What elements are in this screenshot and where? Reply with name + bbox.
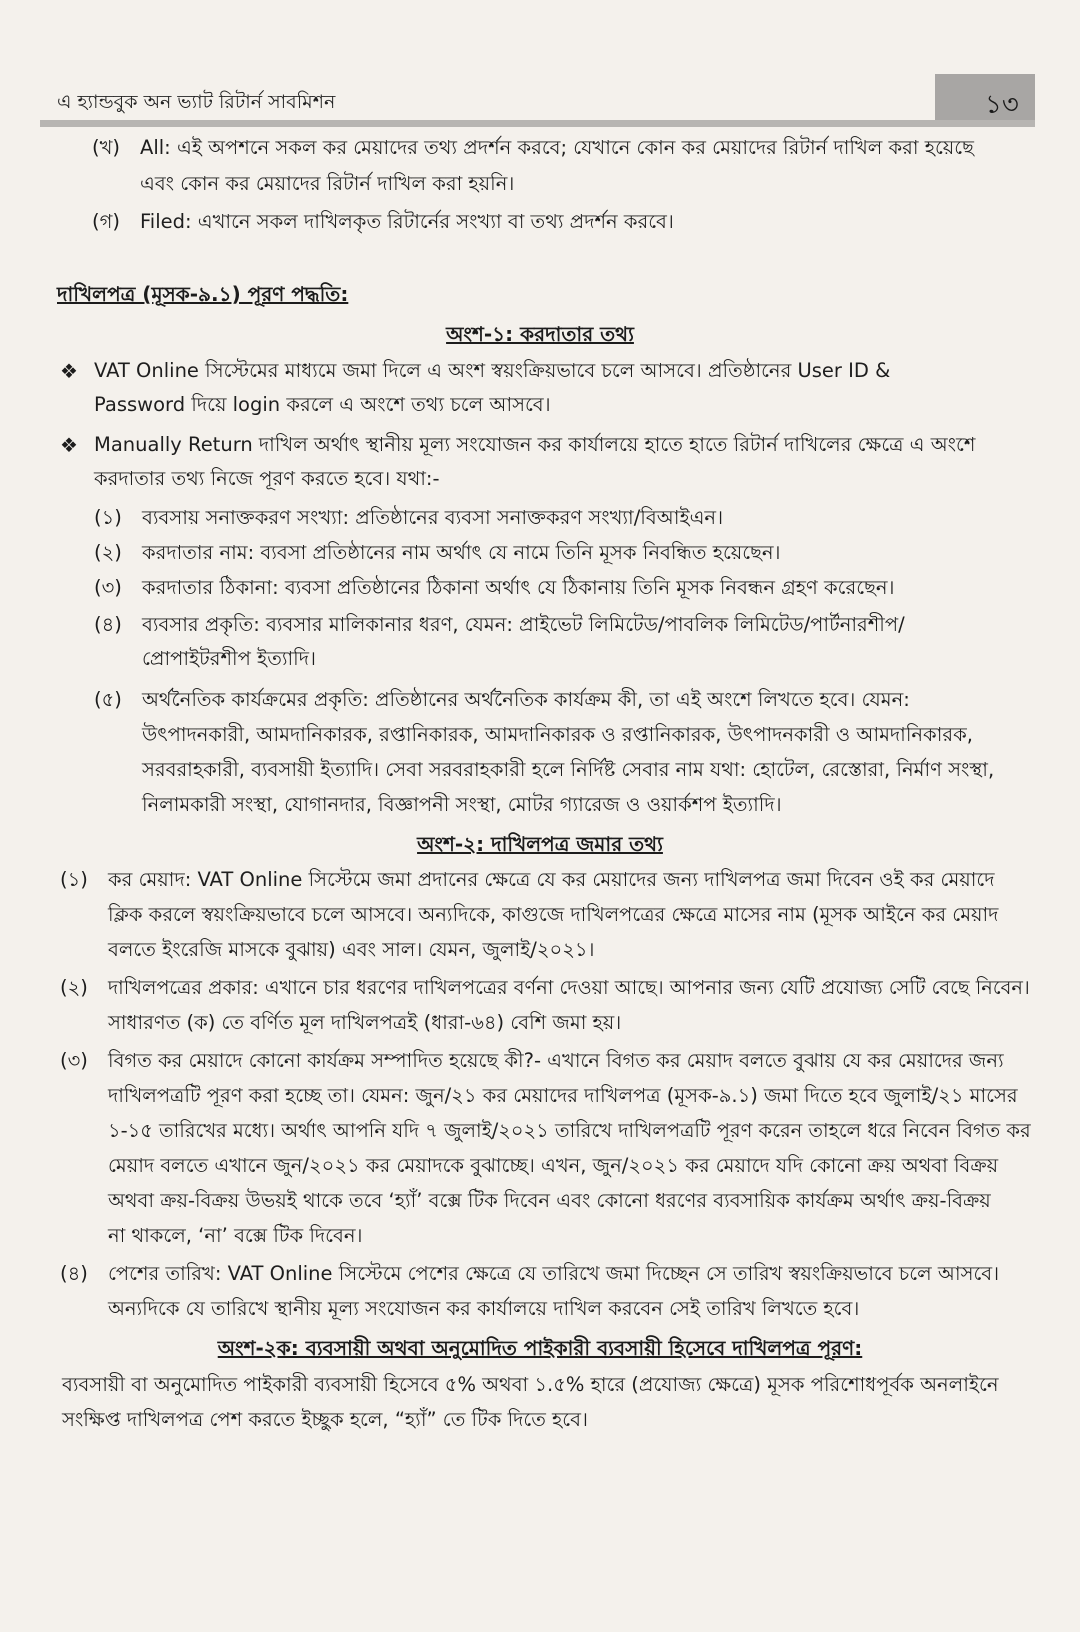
paragraph-line: দাখিলপত্রটি পূরণ করা হচ্ছে তা। যেমন: জুন/২১ কর মেয়াদের দাখিলপত্র (মূসক-৯.১) জমা দিতে হবে জুলাই/২১ মাসের (108, 1084, 1018, 1107)
paragraph-line: সাধারণত (ক) তে বর্ণিত মূল দাখিলপত্রই (ধারা-৬৪) বেশি জমা হয়। (108, 1011, 622, 1034)
item-marker: (৩) (94, 576, 122, 599)
paragraph-line: ব্যবসায় সনাক্তকরণ সংখ্যা: প্রতিষ্ঠানের ব্যবসা সনাক্তকরণ সংখ্যা/বিআইএন। (142, 506, 724, 529)
paragraph-line: সরবরাহকারী, ব্যবসায়ী ইত্যাদি। সেবা সরবরাহকারী হলে নির্দিষ্ট সেবার নাম যথা: হোটেল, রেস্তোরা, নির্মাণ সংস্থা, (142, 758, 995, 781)
paragraph-line: দাখিলপত্রের প্রকার: এখানে চার ধরণের দাখিলপত্রের বর্ণনা দেওয়া আছে। আপনার জন্য যেটি প্রযোজ্য সেটি বেছে নিবেন। (108, 976, 1030, 999)
paragraph-line: করদাতার নাম: ব্যবসা প্রতিষ্ঠানের নাম অর্থাৎ যে নামে তিনি মূসক নিবন্ধিত হয়েছেন। (142, 541, 781, 564)
paragraph-line: All: এই অপশনে সকল কর মেয়াদের তথ্য প্রদর্শন করবে; যেখানে কোন কর মেয়াদের রিটার্ন দাখিল করা হয়েছে (140, 136, 974, 159)
paragraph-line: পেশের তারিখ: VAT Online সিস্টেমে পেশের ক্ষেত্রে যে তারিখে জমা দিচ্ছেন সে তারিখ স্বয়ংক্রিয়ভাবে চলে আসবে। (108, 1262, 1000, 1285)
paragraph-line: Filed: এখানে সকল দাখিলকৃত রিটার্নের সংখ্যা বা তথ্য প্রদর্শন করবে। (140, 210, 674, 233)
paragraph-line: নিলামকারী সংস্থা, যোগানদার, বিজ্ঞাপনী সংস্থা, মোটর গ্যারেজ ও ওয়ার্কশপ ইত্যাদি। (142, 793, 782, 816)
section-title-part2a: অংশ-২ক: ব্যবসায়ী অথবা অনুমোদিত পাইকারী ব্যবসায়ী হিসেবে দাখিলপত্র পূরণ: (217, 1336, 863, 1360)
paragraph-line: ব্যবসার প্রকৃতি: ব্যবসার মালিকানার ধরণ, যেমন: প্রাইভেট লিমিটেড/পাবলিক লিমিটেড/পার্টনারশীপ/ (142, 613, 905, 636)
item-marker: (২) (60, 976, 88, 999)
paragraph-line: ১-১৫ তারিখের মধ্যে। অর্থাৎ আপনি যদি ৭ জুলাই/২০২১ তারিখে দাখিলপত্রটি পূরণ করেন তাহলে ধরে নিবেন বিগত কর (108, 1119, 1031, 1142)
item-marker: (৪) (94, 613, 122, 636)
section-title-part2: অংশ-২: দাখিলপত্র জমার তথ্য (417, 832, 663, 856)
paragraph-line: করদাতার ঠিকানা: ব্যবসা প্রতিষ্ঠানের ঠিকানা অর্থাৎ যে ঠিকানায় তিনি মূসক নিবন্ধন গ্রহণ করেছেন। (142, 576, 895, 599)
paragraph-line: বিগত কর মেয়াদে কোনো কার্যক্রম সম্পাদিত হয়েছে কী?- এখানে বিগত কর মেয়াদ বলতে বুঝায় যে কর মেয়াদের জন্য (108, 1049, 1004, 1072)
item-marker: (১) (94, 506, 122, 529)
paragraph-line: ক্লিক করলে স্বয়ংক্রিয়ভাবে চলে আসবে। অন্যদিকে, কাগুজে দাখিলপত্রের ক্ষেত্রে মাসের নাম (মূসক আইনে কর মেয়াদ (108, 903, 999, 926)
paragraph-line: প্রোপাইটরশীপ ইত্যাদি। (142, 647, 316, 670)
paragraph-line: Manually Return দাখিল অর্থাৎ স্থানীয় মূল্য সংযোজন কর কার্যালয়ে হাতে হাতে রিটার্ন দাখিলের ক্ষেত্রে এ অংশে (94, 433, 976, 456)
paragraph-line: করদাতার তথ্য নিজে পূরণ করতে হবে। যথা:- (94, 467, 440, 490)
paragraph-line: অন্যদিকে যে তারিখে স্থানীয় মূল্য সংযোজন কর কার্যালয়ে দাখিল করবেন সেই তারিখ লিখতে হবে। (108, 1297, 860, 1320)
paragraph-line: না থাকলে, ‘না’ বক্সে টিক দিবেন। (108, 1224, 363, 1247)
paragraph-line: মেয়াদ বলতে এখানে জুন/২০২১ কর মেয়াদকে বুঝাচ্ছে। এখন, জুন/২০২১ কর মেয়াদে যদি কোনো ক্রয় অথবা বিক্রয় (108, 1154, 999, 1177)
diamond-bullet-icon: ❖ (60, 359, 78, 383)
diamond-bullet-icon: ❖ (60, 433, 78, 457)
item-marker: (গ) (92, 210, 120, 233)
paragraph-line: অর্থনৈতিক কার্যক্রমের প্রকৃতি: প্রতিষ্ঠানের অর্থনৈতিক কার্যক্রম কী, তা এই অংশে লিখতে হবে। যেমন: (142, 688, 910, 711)
paragraph-line: বলতে ইংরেজি মাসকে বুঝায়) এবং সাল। যেমন, জুলাই/২০২১। (108, 938, 595, 961)
section-title-part1: অংশ-১: করদাতার তথ্য (446, 322, 634, 346)
paragraph-line: কর মেয়াদ: VAT Online সিস্টেমে জমা প্রদানের ক্ষেত্রে যে কর মেয়াদের জন্য দাখিলপত্র জমা দিবেন ওই কর মেয়াদে (108, 868, 995, 891)
item-marker: (২) (94, 541, 122, 564)
page-number: ১৩ (985, 90, 1019, 120)
item-marker: (৫) (94, 688, 122, 711)
paragraph-line: এবং কোন কর মেয়াদের রিটার্ন দাখিল করা হয়নি। (140, 172, 515, 195)
paragraph-line: অথবা ক্রয়-বিক্রয় উভয়ই থাকে তবে ‘হ্যাঁ’ বক্সে টিক দিবেন এবং কোনো ধরণের ব্যবসায়িক কার্যক্রম অর্থাৎ ক্রয়-বিক্রয় (108, 1189, 991, 1212)
main-heading: দাখিলপত্র (মূসক-৯.১) পূরণ পদ্ধতি: (57, 282, 349, 306)
paragraph-line: ব্যবসায়ী বা অনুমোদিত পাইকারী ব্যবসায়ী হিসেবে ৫% অথবা ১.৫% হারে (প্রযোজ্য ক্ষেত্রে) মূসক পরিশোধপূর্বক অনলাইনে (62, 1373, 999, 1396)
paragraph-line: Password দিয়ে login করলে এ অংশে তথ্য চলে আসবে। (94, 393, 551, 416)
paragraph-line: সংক্ষিপ্ত দাখিলপত্র পেশ করতে ইচ্ছুক হলে, “হ্যাঁ” তে টিক দিতে হবে। (62, 1408, 588, 1431)
item-marker: (১) (60, 868, 88, 891)
item-marker: (৪) (60, 1262, 88, 1285)
paragraph-line: VAT Online সিস্টেমের মাধ্যমে জমা দিলে এ অংশ স্বয়ংক্রিয়ভাবে চলে আসবে। প্রতিষ্ঠানের User ID & (94, 359, 891, 382)
running-header-title: এ হ্যান্ডবুক অন ভ্যাট রিটার্ন সাবমিশন (57, 91, 336, 113)
item-marker: (খ) (92, 136, 121, 159)
paragraph-line: উৎপাদনকারী, আমদানিকারক, রপ্তানিকারক, আমদানিকারক ও রপ্তানিকারক, উৎপাদনকারী ও আমদানিকারক, (142, 723, 973, 746)
header-rule (40, 120, 1035, 127)
item-marker: (৩) (60, 1049, 88, 1072)
